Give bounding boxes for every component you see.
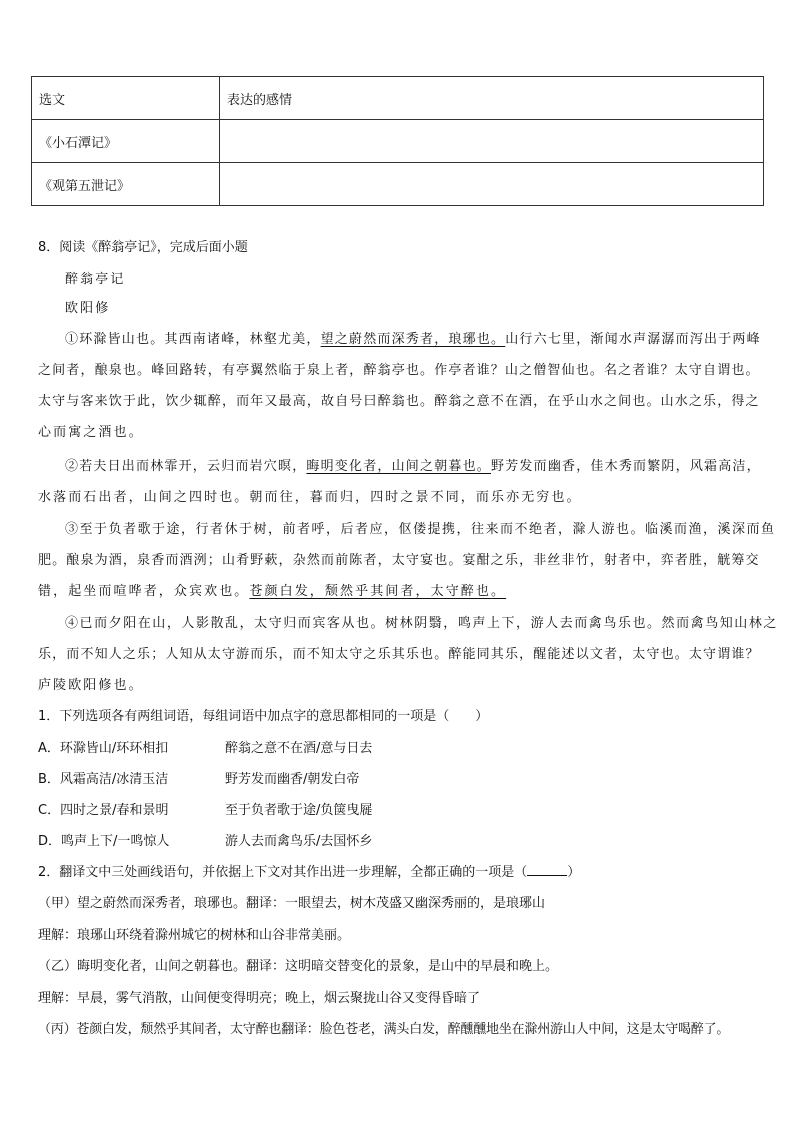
option-a-label[interactable]: A．环滁皆山/环环相扣 <box>38 741 169 756</box>
table-cell: 《小石潭记》 <box>32 120 220 163</box>
underlined-sentence: 苍颜白发，颓然乎其间者，太守醉也。 <box>249 584 507 599</box>
option-d-pair: 游人去而禽鸟乐/去国怀乡 <box>225 834 373 849</box>
passage-line: 之间者，酿泉也。峰回路转，有亭翼然临于泉上者，醉翁亭也。作亭者谁？山之僧智仙也。名之者谁？太守自谓也。 <box>38 363 760 378</box>
table-header-row <box>32 77 764 120</box>
answer-blank[interactable] <box>527 864 567 876</box>
table-cell <box>220 120 764 163</box>
understanding-yi: 理解：早晨，雾气消散，山间便变得明亮；晚上，烟云聚拢山谷又变得昏暗了 <box>38 991 481 1006</box>
text-span: 错，起坐而喧哗者，众宾欢也。 <box>38 584 250 599</box>
table-header-cell: 表达的感情 <box>220 77 764 120</box>
passage-line: ③至于负者歌于途，行者休于树，前者呼，后者应，伛偻提携，往来而不绝者，滁人游也。临溪而渔，溪深而鱼 <box>65 522 776 537</box>
table-row <box>32 120 764 163</box>
passage-line <box>65 328 761 347</box>
underlined-sentence: 晦明变化者，山间之朝暮也。 <box>306 459 492 474</box>
passage-line: 乐，而不知人之乐；人知从太守游而乐，而不知太守之乐其乐也。醉能同其乐，醒能述以文者，太守也。太守谓谁？ <box>38 647 760 662</box>
table-row <box>32 163 764 206</box>
table-cell <box>220 163 764 206</box>
underlined-sentence: 望之蔚然而深秀者，琅琊也。 <box>320 332 506 347</box>
text-span: ①环滁皆山也。其西南诸峰，林壑尤美， <box>65 332 321 347</box>
table-cell: 《观第五泄记》 <box>32 163 220 206</box>
option-a-pair: 醉翁之意不在酒/意与日去 <box>225 741 373 756</box>
passage-line: 庐陵欧阳修也。 <box>38 678 144 693</box>
passage-line: 肥。酿泉为酒，泉香而酒洌；山肴野蔌，杂然而前陈者，太守宴也。宴酣之乐，非丝非竹，射者中，弈者胜，觥筹交 <box>38 553 760 568</box>
text-span: 山行六七里，渐闻水声潺潺而泻出于两峰 <box>505 332 761 347</box>
option-c-pair: 至于负者歌于途/负箧曳屣 <box>225 803 373 818</box>
translation-yi: （乙）晦明变化者，山间之朝暮也。翻译：这明暗交替变化的景象，是山中的早晨和晚上。 <box>38 959 559 974</box>
text-span: 野芳发而幽香，佳木秀而繁阴，风霜高洁， <box>491 459 761 474</box>
option-b-pair: 野芳发而幽香/朝发白帝 <box>225 772 360 787</box>
text-span: 2．翻译文中三处画线语句，并依据上下文对其作出进一步理解，全都正确的一项是（ <box>38 865 528 880</box>
emotion-table <box>31 76 764 206</box>
passage-line: 太守与客来饮于此，饮少辄醉，而年又最高，故自号曰醉翁也。醉翁之意不在酒，在乎山水之间也。山水之乐，得之 <box>38 394 760 409</box>
option-c-label[interactable]: C．四时之景/春和景明 <box>38 803 169 818</box>
text-span: ②若夫日出而林霏开，云归而岩穴暝， <box>65 459 307 474</box>
text-span: ） <box>567 865 581 880</box>
passage-line <box>65 455 761 474</box>
option-b-label[interactable]: B．风霜高洁/冰清玉洁 <box>38 772 169 787</box>
understanding-jia: 理解：琅琊山环绕着滁州城它的树林和山谷非常美丽。 <box>38 928 351 943</box>
question-2-stem <box>38 861 580 880</box>
translation-bing: （丙）苍颜白发，颓然乎其间者，太守醉也翻译：脸色苍老，满头白发，醉醺醺地坐在滁州游山人中间，这是太守喝醉了。 <box>38 1022 730 1037</box>
question-8-title: 8．阅读《醉翁亭记》，完成后面小题 <box>38 240 248 255</box>
passage-line: ④已而夕阳在山，人影散乱，太守归而宾客从也。树林阴翳，鸣声上下，游人去而禽鸟乐也。然而禽鸟知山林之 <box>65 616 778 631</box>
passage-line <box>38 580 506 599</box>
passage-line: 心而寓之酒也。 <box>38 425 144 440</box>
option-d-label[interactable]: D．鸣声上下/一鸣惊人 <box>38 834 170 849</box>
text-title: 醉翁亭记 <box>65 272 126 287</box>
table-header-cell: 选文 <box>32 77 220 120</box>
passage-line: 水落而石出者，山间之四时也。朝而往，暮而归，四时之景不同，而乐亦无穷也。 <box>38 490 582 505</box>
question-1-stem: 1．下列选项各有两组词语，每组词语中加点字的意思都相同的一项是（ ） <box>38 709 489 724</box>
author-name: 欧阳修 <box>65 301 111 316</box>
translation-jia: （甲）望之蔚然而深秀者，琅琊也。翻译：一眼望去，树木茂盛又幽深秀丽的，是琅琊山 <box>38 896 546 911</box>
